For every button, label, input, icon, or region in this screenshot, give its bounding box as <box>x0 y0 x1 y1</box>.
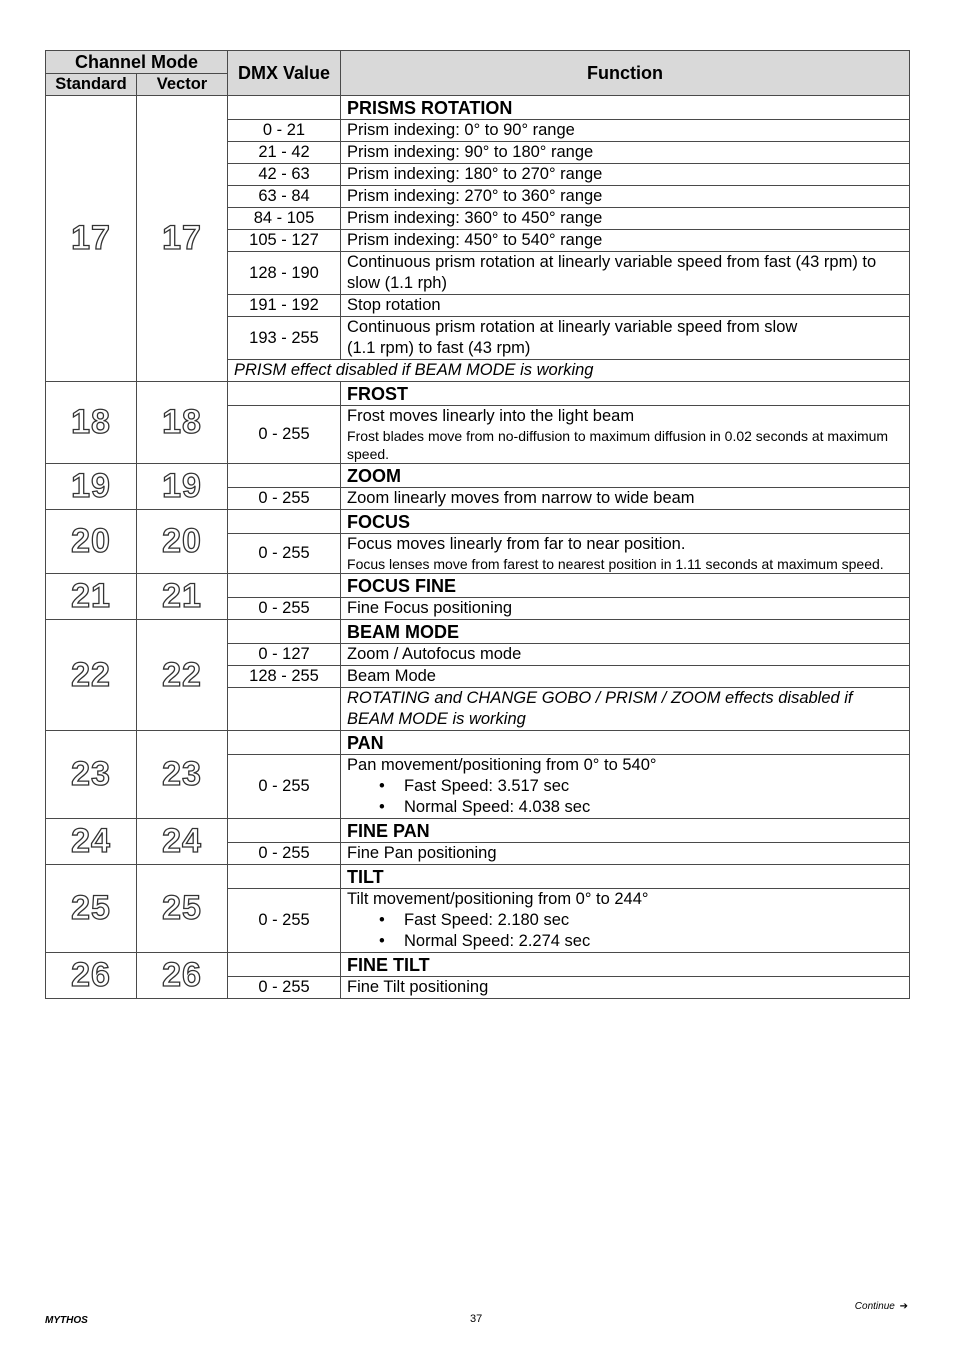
header-channel-mode: Channel Mode <box>46 51 228 74</box>
function-title: ZOOM <box>341 464 910 488</box>
dmx-value: 0 - 255 <box>228 598 341 620</box>
channel-note: PRISM effect disabled if BEAM MODE is working <box>228 360 910 382</box>
header-dmx-value: DMX Value <box>228 51 341 96</box>
page-number: 37 <box>470 1313 483 1325</box>
arrow-right-icon: ➔ <box>899 1301 908 1312</box>
dmx-cell-empty <box>228 688 341 731</box>
function-title: PRISMS ROTATION <box>341 96 910 120</box>
function-text: Fine Focus positioning <box>341 598 910 620</box>
function-title: BEAM MODE <box>341 620 910 644</box>
list-item: • Normal Speed: 2.274 sec <box>379 931 903 952</box>
vector-channel-number: 25 <box>137 865 228 953</box>
speed-list <box>347 910 903 952</box>
standard-channel-number: 23 <box>46 731 137 819</box>
vector-channel-number: 19 <box>137 464 228 510</box>
dmx-value: 42 - 63 <box>228 164 341 186</box>
function-subtext: Focus lenses move from farest to nearest position in 1.11 seconds at maximum speed. <box>347 556 884 572</box>
dmx-value: 84 - 105 <box>228 208 341 230</box>
standard-channel-number: 17 <box>46 96 137 382</box>
channel-26-group <box>46 953 910 999</box>
function-title: FOCUS FINE <box>341 574 910 598</box>
function-text: Continuous prism rotation at linearly variable speed from slow <box>347 318 798 336</box>
standard-channel-number: 20 <box>46 510 137 574</box>
dmx-cell-empty <box>228 464 341 488</box>
function-text: Fine Pan positioning <box>341 843 910 865</box>
dmx-cell-empty <box>228 819 341 843</box>
header-standard: Standard <box>46 74 137 96</box>
dmx-cell-empty <box>228 731 341 755</box>
function-text: Fine Tilt positioning <box>341 977 910 999</box>
function-text-cell <box>341 406 910 464</box>
dmx-cell-empty <box>228 865 341 889</box>
channel-19-group <box>46 464 910 510</box>
standard-channel-number: 21 <box>46 574 137 620</box>
vector-channel-number: 23 <box>137 731 228 819</box>
footer-brand: MYTHOS <box>45 1315 88 1326</box>
list-item: • Fast Speed: 3.517 sec <box>379 776 903 797</box>
header-function: Function <box>341 51 910 96</box>
channel-24-group <box>46 819 910 865</box>
function-text: Prism indexing: 270° to 360° range <box>341 186 910 208</box>
dmx-value: 191 - 192 <box>228 295 341 317</box>
list-item: • Normal Speed: 4.038 sec <box>379 797 903 818</box>
standard-channel-number: 19 <box>46 464 137 510</box>
vector-channel-number: 17 <box>137 96 228 382</box>
vector-channel-number: 21 <box>137 574 228 620</box>
continue-label: Continue <box>854 1301 895 1312</box>
dmx-value: 0 - 255 <box>228 534 341 574</box>
function-text: Prism indexing: 0° to 90° range <box>341 120 910 142</box>
channel-note: ROTATING and CHANGE GOBO / PRISM / ZOOM effects disabled if BEAM MODE is working <box>341 688 910 731</box>
function-title: FINE TILT <box>341 953 910 977</box>
channel-25-group <box>46 865 910 953</box>
dmx-cell-empty <box>228 574 341 598</box>
vector-channel-number: 26 <box>137 953 228 999</box>
function-text-continued: (1.1 rpm) to fast (43 rpm) <box>347 339 531 357</box>
dmx-value: 0 - 255 <box>228 406 341 464</box>
function-text-cell <box>341 317 910 360</box>
function-text: Zoom linearly moves from narrow to wide beam <box>341 488 910 510</box>
function-subtext: Frost blades move from no-diffusion to maximum diffusion in 0.02 seconds at maximum speed. <box>347 428 889 462</box>
dmx-value: 0 - 255 <box>228 889 341 953</box>
function-title: FROST <box>341 382 910 406</box>
channel-21-group <box>46 574 910 620</box>
function-title: TILT <box>341 865 910 889</box>
dmx-value: 0 - 255 <box>228 488 341 510</box>
standard-channel-number: 25 <box>46 865 137 953</box>
dmx-cell-empty <box>228 510 341 534</box>
standard-channel-number: 18 <box>46 382 137 464</box>
function-text: Prism indexing: 360° to 450° range <box>341 208 910 230</box>
dmx-value: 0 - 21 <box>228 120 341 142</box>
function-text: Stop rotation <box>341 295 910 317</box>
channel-20-group <box>46 510 910 574</box>
function-text: Beam Mode <box>341 666 910 688</box>
dmx-value: 0 - 255 <box>228 755 341 819</box>
function-text: Focus moves linearly from far to near position. <box>347 535 686 553</box>
function-text: Tilt movement/positioning from 0° to 244° <box>347 890 649 908</box>
channel-18-group <box>46 382 910 464</box>
channel-17-group <box>46 96 910 382</box>
channel-22-group <box>46 620 910 731</box>
standard-channel-number: 22 <box>46 620 137 731</box>
function-title: FOCUS <box>341 510 910 534</box>
list-item: • Fast Speed: 2.180 sec <box>379 910 903 931</box>
function-text: Zoom / Autofocus mode <box>341 644 910 666</box>
standard-channel-number: 26 <box>46 953 137 999</box>
dmx-cell-empty <box>228 96 341 120</box>
function-title: FINE PAN <box>341 819 910 843</box>
header-vector: Vector <box>137 74 228 96</box>
function-title: PAN <box>341 731 910 755</box>
vector-channel-number: 18 <box>137 382 228 464</box>
dmx-cell-empty <box>228 953 341 977</box>
vector-channel-number: 22 <box>137 620 228 731</box>
function-text: Prism indexing: 180° to 270° range <box>341 164 910 186</box>
function-text: Frost moves linearly into the light beam <box>347 407 635 425</box>
dmx-value: 63 - 84 <box>228 186 341 208</box>
dmx-cell-empty <box>228 382 341 406</box>
dmx-value: 0 - 255 <box>228 977 341 999</box>
dmx-value: 105 - 127 <box>228 230 341 252</box>
function-text: Prism indexing: 90° to 180° range <box>341 142 910 164</box>
standard-channel-number: 24 <box>46 819 137 865</box>
dmx-value: 128 - 255 <box>228 666 341 688</box>
function-text: Pan movement/positioning from 0° to 540° <box>347 756 657 774</box>
dmx-value: 0 - 255 <box>228 843 341 865</box>
function-text-cell <box>341 755 910 819</box>
channel-23-group <box>46 731 910 819</box>
vector-channel-number: 24 <box>137 819 228 865</box>
dmx-channel-table <box>45 50 910 999</box>
function-text-cell <box>341 889 910 953</box>
speed-list <box>347 776 903 818</box>
dmx-value: 21 - 42 <box>228 142 341 164</box>
dmx-value: 0 - 127 <box>228 644 341 666</box>
function-text: Prism indexing: 450° to 540° range <box>341 230 910 252</box>
dmx-value: 193 - 255 <box>228 317 341 360</box>
vector-channel-number: 20 <box>137 510 228 574</box>
dmx-cell-empty <box>228 620 341 644</box>
dmx-value: 128 - 190 <box>228 252 341 295</box>
function-text: Continuous prism rotation at linearly variable speed from fast (43 rpm) to slow (1.1 rph) <box>341 252 910 295</box>
continue-indicator <box>855 1301 908 1312</box>
function-text-cell <box>341 534 910 574</box>
